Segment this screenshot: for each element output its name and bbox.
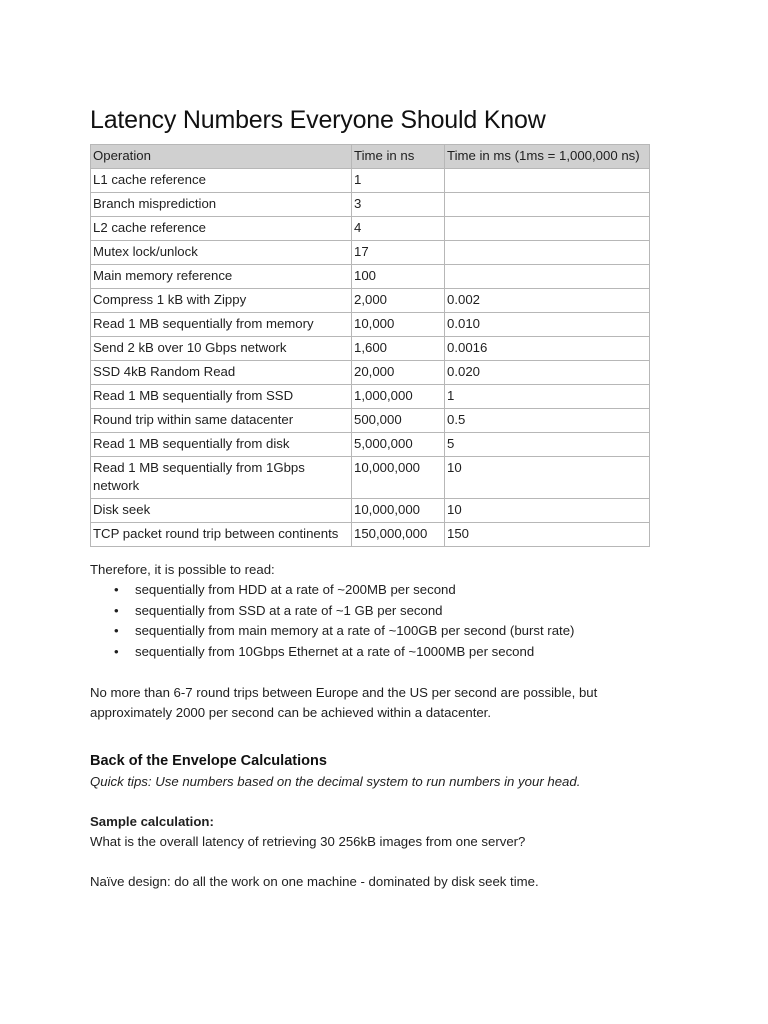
ms-cell: 10 [445,457,650,499]
ns-cell: 3 [352,193,445,217]
ms-cell [445,217,650,241]
operation-cell: TCP packet round trip between continents [91,523,352,547]
list-item-text: sequentially from SSD at a rate of ~1 GB per second [135,602,443,618]
list-item-text: sequentially from main memory at a rate of ~100GB per second (burst rate) [135,623,575,638]
bullet-icon: • [114,643,119,659]
header-time-ms: Time in ms (1ms = 1,000,000 ns) [445,145,650,169]
list-item [90,621,650,642]
list-item [90,601,650,622]
ns-cell: 10,000,000 [352,499,445,523]
operation-cell: Read 1 MB sequentially from memory [91,313,352,337]
operation-cell: Main memory reference [91,265,352,289]
ms-cell: 0.020 [445,361,650,385]
table-row [91,241,650,265]
ns-cell: 500,000 [352,409,445,433]
ms-cell [445,265,650,289]
ns-cell: 4 [352,217,445,241]
sample-question: What is the overall latency of retrieving 30 256kB images from one server? [90,834,526,849]
table-row [91,265,650,289]
table-row [91,361,650,385]
document-page [90,104,650,892]
ns-cell: 1,000,000 [352,385,445,409]
ms-cell: 5 [445,433,650,457]
ns-cell: 10,000,000 [352,457,445,499]
operation-cell: Branch misprediction [91,193,352,217]
ns-cell: 10,000 [352,313,445,337]
ms-cell: 10 [445,499,650,523]
ms-cell [445,193,650,217]
operation-cell: Read 1 MB sequentially from 1Gbps network [91,457,352,499]
naive-design-paragraph: Naïve design: do all the work on one machine - dominated by disk seek time. [90,874,539,889]
table-row [91,289,650,313]
latency-table [90,144,650,547]
ms-cell: 0.002 [445,289,650,313]
ns-cell: 5,000,000 [352,433,445,457]
bullet-icon: • [114,582,119,597]
section-heading: Back of the Envelope Calculations [90,753,327,769]
round-trips-paragraph: No more than 6-7 round trips between Europe and the US per second are possible, but approximately 2000 per second can be achieved within a datacenter. [90,685,598,720]
table-row [91,409,650,433]
table-row [91,337,650,361]
quick-tips: Quick tips: Use numbers based on the decimal system to run numbers in your head. [90,774,581,789]
table-row [91,385,650,409]
table-row [91,217,650,241]
ns-cell: 1 [352,169,445,193]
ms-cell: 0.5 [445,409,650,433]
read-rates-intro: Therefore, it is possible to read: [90,562,275,577]
header-operation: Operation [91,145,352,169]
read-rates-list [90,580,650,662]
ms-cell: 0.010 [445,313,650,337]
table-row [91,433,650,457]
ns-cell: 2,000 [352,289,445,313]
ms-cell [445,169,650,193]
ms-cell: 150 [445,523,650,547]
ns-cell: 20,000 [352,361,445,385]
operation-cell: Read 1 MB sequentially from disk [91,433,352,457]
sample-calculation-label: Sample calculation: [90,814,214,829]
table-header-row [91,145,650,169]
bullet-icon: • [114,623,119,638]
operation-cell: Read 1 MB sequentially from SSD [91,385,352,409]
bullet-icon: • [114,602,119,618]
operation-cell: Compress 1 kB with Zippy [91,289,352,313]
ms-cell: 1 [445,385,650,409]
page-title: Latency Numbers Everyone Should Know [90,106,546,134]
table-row [91,499,650,523]
header-time-ns: Time in ns [352,145,445,169]
table-row [91,523,650,547]
ns-cell: 150,000,000 [352,523,445,547]
ns-cell: 1,600 [352,337,445,361]
table-row [91,169,650,193]
operation-cell: L2 cache reference [91,217,352,241]
table-row [91,457,650,499]
ms-cell [445,241,650,265]
ms-cell: 0.0016 [445,337,650,361]
list-item [90,580,650,601]
ns-cell: 17 [352,241,445,265]
list-item-text: sequentially from HDD at a rate of ~200MB per second [135,582,456,597]
list-item [90,642,650,663]
operation-cell: SSD 4kB Random Read [91,361,352,385]
table-row [91,193,650,217]
list-item-text: sequentially from 10Gbps Ethernet at a rate of ~1000MB per second [135,643,535,659]
table-row [91,313,650,337]
operation-cell: Disk seek [91,499,352,523]
operation-cell: Round trip within same datacenter [91,409,352,433]
operation-cell: Send 2 kB over 10 Gbps network [91,337,352,361]
ns-cell: 100 [352,265,445,289]
operation-cell: L1 cache reference [91,169,352,193]
operation-cell: Mutex lock/unlock [91,241,352,265]
